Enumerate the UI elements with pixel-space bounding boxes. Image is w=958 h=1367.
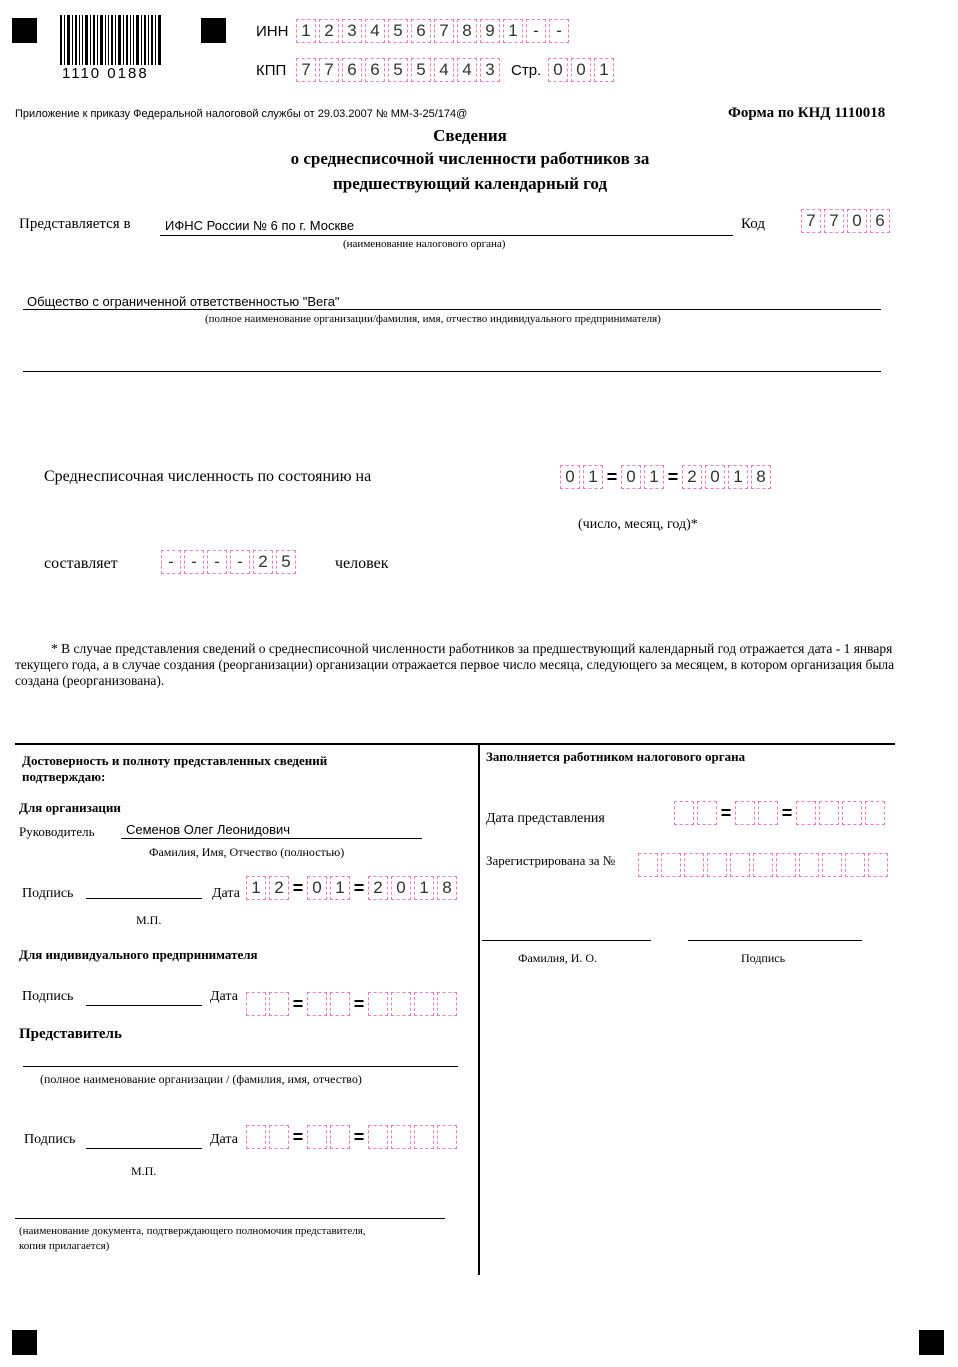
input-cell[interactable]	[330, 1125, 350, 1149]
input-cell[interactable]: 8	[457, 19, 477, 43]
input-cell[interactable]: -	[161, 550, 181, 574]
date-separator: =	[353, 993, 365, 1014]
input-cell[interactable]	[414, 992, 434, 1016]
registered-cells[interactable]	[638, 852, 891, 878]
input-cell[interactable]: 1	[246, 876, 266, 900]
input-cell[interactable]: -	[526, 19, 546, 43]
appendix-text: Приложение к приказу Федеральной налоговой службы от 29.03.2007 № ММ-3-25/174@	[15, 108, 468, 120]
form-code: Форма по КНД 1110018	[728, 105, 886, 121]
code-label: Код	[741, 216, 765, 232]
input-cell[interactable]: 6	[411, 19, 431, 43]
page-label: Стр.	[511, 62, 542, 79]
date-separator: =	[353, 1126, 365, 1147]
input-cell[interactable]	[391, 992, 411, 1016]
bottom-frame-top	[15, 743, 895, 745]
org-date-cells[interactable]: 1 2 = 0 1 = 2 0 1 8	[246, 875, 460, 901]
input-cell[interactable]	[414, 1125, 434, 1149]
submit-date-cells[interactable]	[674, 800, 888, 826]
title-line-2: о среднесписочной численности работников за	[290, 149, 650, 168]
input-cell[interactable]	[246, 992, 266, 1016]
input-cell[interactable]: 0	[560, 465, 580, 489]
input-cell[interactable]	[819, 801, 839, 825]
input-cell[interactable]: 6	[870, 209, 890, 233]
org-sign-line[interactable]	[86, 898, 202, 899]
head-name-underline	[121, 838, 422, 839]
input-cell[interactable]	[776, 853, 796, 877]
confirm-heading-2: подтверждаю:	[22, 769, 106, 784]
input-cell[interactable]	[796, 801, 816, 825]
input-cell[interactable]: 1	[644, 465, 664, 489]
inn-cells[interactable]	[296, 18, 572, 44]
fio-caption: Фамилия, И. О.	[518, 951, 598, 965]
bottom-frame-divider	[478, 743, 480, 1275]
input-cell[interactable]: 0	[705, 465, 725, 489]
amount-label: составляет	[44, 555, 118, 572]
confirm-heading-1: Достоверность и полноту представленных сведений	[22, 753, 328, 768]
corner-marker-bottom-right	[919, 1330, 944, 1355]
fio-line[interactable]	[482, 940, 651, 941]
rep-date-label: Дата	[210, 1132, 238, 1147]
for-org-label: Для организации	[19, 800, 121, 815]
input-cell[interactable]	[865, 801, 885, 825]
input-cell[interactable]: 2	[368, 876, 388, 900]
input-cell[interactable]	[269, 1125, 289, 1149]
corner-marker-top-left	[12, 18, 37, 43]
input-cell[interactable]	[822, 853, 842, 877]
input-cell[interactable]: 0	[571, 58, 591, 82]
input-cell[interactable]: 4	[434, 58, 454, 82]
kpp-label: КПП	[256, 62, 287, 79]
kpp-cells[interactable]	[296, 57, 503, 83]
barcode	[60, 15, 180, 65]
staff-sign-line[interactable]	[688, 940, 862, 941]
input-cell[interactable]: 1	[583, 465, 603, 489]
ip-sign-label: Подпись	[22, 989, 74, 1004]
doc-underline[interactable]	[15, 1218, 445, 1219]
input-cell[interactable]: 9	[480, 19, 500, 43]
tax-staff-heading: Заполняется работником налогового органа	[486, 749, 746, 764]
input-cell[interactable]: -	[207, 550, 227, 574]
org-sign-label: Подпись	[22, 886, 74, 901]
input-cell[interactable]	[845, 853, 865, 877]
title-line-3: предшествующий календарный год	[332, 174, 608, 193]
input-cell[interactable]	[674, 801, 694, 825]
input-cell[interactable]: 0	[621, 465, 641, 489]
ip-date-label: Дата	[210, 989, 238, 1004]
input-cell[interactable]: 1	[414, 876, 434, 900]
input-cell[interactable]: 1	[594, 58, 614, 82]
doc-caption-1: (наименование документа, подтверждающего полномочия представителя,	[19, 1225, 366, 1237]
title-line-1: Сведения	[433, 126, 507, 145]
input-cell[interactable]: 1	[503, 19, 523, 43]
org-name-underline	[23, 309, 881, 310]
rep-sign-label: Подпись	[24, 1132, 76, 1147]
input-cell[interactable]: 0	[548, 58, 568, 82]
input-cell[interactable]: 1	[296, 19, 316, 43]
input-cell[interactable]: 8	[437, 876, 457, 900]
head-label: Руководитель	[19, 824, 95, 839]
input-cell[interactable]: 8	[751, 465, 771, 489]
input-cell[interactable]: -	[184, 550, 204, 574]
input-cell[interactable]: 7	[319, 58, 339, 82]
input-cell[interactable]: 3	[342, 19, 362, 43]
input-cell[interactable]: 3	[480, 58, 500, 82]
input-cell[interactable]	[246, 1125, 266, 1149]
input-cell[interactable]	[437, 992, 457, 1016]
org-date-label: Дата	[212, 886, 240, 901]
org-mp: М.П.	[136, 913, 162, 927]
tax-office-value[interactable]: ИФНС России № 6 по г. Москве	[165, 218, 355, 233]
rep-sign-line[interactable]	[86, 1148, 202, 1149]
input-cell[interactable]	[730, 853, 750, 877]
input-cell[interactable]: 2	[269, 876, 289, 900]
input-cell[interactable]: 2	[319, 19, 339, 43]
input-cell[interactable]	[868, 853, 888, 877]
input-cell[interactable]: -	[230, 550, 250, 574]
submit-date-label: Дата представления	[486, 811, 605, 826]
input-cell[interactable]: 4	[365, 19, 385, 43]
doc-caption-2: копия прилагается)	[19, 1240, 110, 1252]
page-cells[interactable]	[548, 57, 617, 83]
input-cell[interactable]: 1	[728, 465, 748, 489]
input-cell[interactable]	[799, 853, 819, 877]
representative-label: Представитель	[19, 1026, 122, 1042]
input-cell[interactable]: 0	[391, 876, 411, 900]
input-cell[interactable]	[684, 853, 704, 877]
input-cell[interactable]: -	[549, 19, 569, 43]
rep-caption: (полное наименование организации / (фамилия, имя, отчество)	[40, 1072, 362, 1086]
head-name-value[interactable]: Семенов Олег Леонидович	[126, 822, 291, 837]
input-cell[interactable]	[707, 853, 727, 877]
date-caption: (число, месяц, год)*	[578, 517, 698, 532]
input-cell[interactable]	[307, 1125, 327, 1149]
input-cell[interactable]	[758, 801, 778, 825]
input-cell[interactable]: 2	[682, 465, 702, 489]
input-cell[interactable]: 7	[296, 58, 316, 82]
input-cell[interactable]: 0	[307, 876, 327, 900]
rep-name-underline[interactable]	[23, 1066, 458, 1067]
input-cell[interactable]	[368, 992, 388, 1016]
as-of-date[interactable]: 0 1 = 0 1 = 2 0 1 8	[560, 464, 774, 490]
input-cell[interactable]: 6	[342, 58, 362, 82]
input-cell[interactable]: 0	[847, 209, 867, 233]
code-cells[interactable]	[801, 208, 893, 234]
staff-sign-caption: Подпись	[741, 951, 786, 965]
input-cell[interactable]: 5	[388, 58, 408, 82]
input-cell[interactable]	[638, 853, 658, 877]
ip-date-cells[interactable]	[246, 991, 460, 1017]
input-cell[interactable]: 7	[801, 209, 821, 233]
input-cell[interactable]: 4	[457, 58, 477, 82]
input-cell[interactable]: 6	[365, 58, 385, 82]
org-name-underline-2	[23, 371, 881, 372]
input-cell[interactable]: 5	[411, 58, 431, 82]
input-cell[interactable]: 7	[434, 19, 454, 43]
amount-cells[interactable]	[161, 549, 299, 575]
input-cell[interactable]	[368, 1125, 388, 1149]
footnote	[15, 641, 940, 689]
input-cell[interactable]: 5	[276, 550, 296, 574]
input-cell[interactable]	[437, 1125, 457, 1149]
for-ip-label: Для индивидуального предпринимателя	[19, 947, 258, 962]
registered-label: Зарегистрирована за №	[486, 853, 616, 868]
date-separator: =	[781, 802, 793, 823]
footnote-text: * В случае представления сведений о среднесписочной численности работников за предшествующий календарный год отражается дата - 1 января текущего года, а в случае создания (реорганизации) организации отражается первое число месяца, следующего за месяцем, в котором организация была создана (реорганизована).	[15, 641, 895, 688]
tax-office-underline	[160, 235, 733, 236]
input-cell[interactable]: 1	[330, 876, 350, 900]
ip-sign-line[interactable]	[86, 1005, 202, 1006]
rep-mp: М.П.	[131, 1164, 157, 1178]
org-name-value[interactable]: Общество с ограниченной ответственностью "Вега"	[27, 294, 340, 309]
org-name-caption: (полное наименование организации/фамилия, имя, отчество индивидуального предпринимателя)	[205, 313, 661, 325]
input-cell[interactable]: 5	[388, 19, 408, 43]
input-cell[interactable]	[753, 853, 773, 877]
input-cell[interactable]	[330, 992, 350, 1016]
rep-date-cells[interactable]	[246, 1124, 460, 1150]
inn-label: ИНН	[256, 23, 289, 40]
corner-marker-top-right	[201, 18, 226, 43]
date-separator: =	[292, 1126, 304, 1147]
input-cell[interactable]	[661, 853, 681, 877]
input-cell[interactable]: 2	[253, 550, 273, 574]
input-cell[interactable]	[735, 801, 755, 825]
input-cell[interactable]	[391, 1125, 411, 1149]
date-separator: =	[720, 802, 732, 823]
input-cell[interactable]: 7	[824, 209, 844, 233]
input-cell[interactable]	[697, 801, 717, 825]
date-separator: =	[292, 993, 304, 1014]
submitted-label: Представляется в	[19, 216, 131, 232]
unit-label: человек	[335, 555, 389, 572]
as-of-label: Среднесписочная численность по состоянию на	[44, 468, 372, 485]
barcode-number: 1110 0188	[62, 65, 149, 82]
tax-office-caption: (наименование налогового органа)	[343, 238, 506, 250]
input-cell[interactable]	[842, 801, 862, 825]
input-cell[interactable]	[307, 992, 327, 1016]
corner-marker-bottom-left	[12, 1330, 37, 1355]
input-cell[interactable]	[269, 992, 289, 1016]
head-fio-caption: Фамилия, Имя, Отчество (полностью)	[149, 845, 345, 859]
